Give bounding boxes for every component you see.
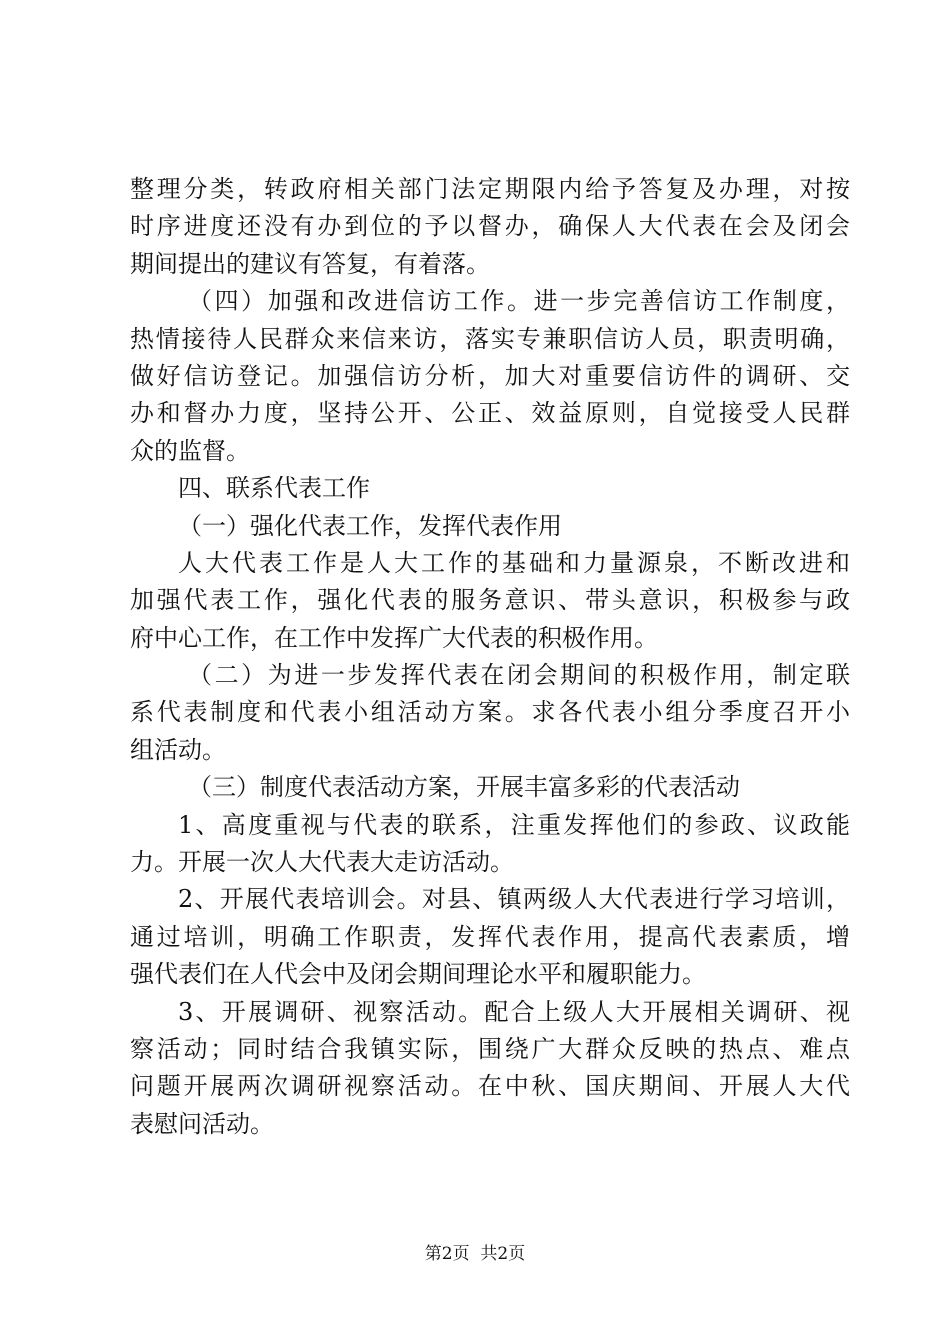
page-total: 共2页 (480, 1244, 526, 1264)
text-line: （四）加强和改进信访工作。进一步完善信访工作制度， (188, 287, 850, 316)
text-line: 组活动。 (130, 735, 226, 764)
text-line: 系代表制度和代表小组活动方案。求各代表小组分季度召开小 (130, 698, 850, 727)
section-heading: 四、联系代表工作 (178, 474, 370, 503)
text-line: 通过培训，明确工作职责，发挥代表作用，提高代表素质，增 (130, 922, 850, 951)
text-line: 加强代表工作，强化代表的服务意识、带头意识，积极参与政 (130, 586, 850, 615)
text-line: 察活动；同时结合我镇实际，围绕广大群众反映的热点、难点 (130, 1034, 850, 1063)
text-line: 办和督办力度，坚持公开、公正、效益原则，自觉接受人民群 (130, 399, 850, 428)
subsection-heading: （三）制度代表活动方案，开展丰富多彩的代表活动 (188, 773, 740, 802)
text-line: 众的监督。 (130, 436, 250, 465)
text-line: 力。开展一次人大代表大走访活动。 (130, 848, 514, 877)
text-line: 府中心工作，在工作中发挥广大代表的积极作用。 (130, 623, 658, 652)
text-line: 人大代表工作是人大工作的基础和力量源泉，不断改进和 (178, 548, 850, 577)
text-line: 时序进度还没有办到位的予以督办，确保人大代表在会及闭会 (130, 212, 850, 241)
text-line: 表慰问活动。 (130, 1109, 274, 1138)
text-line: 1、高度重视与代表的联系，注重发挥他们的参政、议政能 (178, 810, 850, 839)
text-line: 3、开展调研、视察活动。配合上级人大开展相关调研、视 (178, 997, 850, 1026)
text-line: 问题开展两次调研视察活动。在中秋、国庆期间、开展人大代 (130, 1072, 850, 1101)
text-line: 整理分类，转政府相关部门法定期限内给予答复及办理，对按 (130, 175, 850, 203)
document-body (130, 171, 850, 1143)
text-line: 热情接待人民群众来信来访，落实专兼职信访人员，职责明确， (130, 324, 850, 353)
page-footer (0, 1242, 950, 1266)
text-line: （二）为进一步发挥代表在闭会期间的积极作用，制定联 (188, 661, 850, 690)
page-number: 第2页 (424, 1244, 470, 1264)
text-line: 期间提出的建议有答复，有着落。 (130, 249, 490, 278)
text-line: 强代表们在人代会中及闭会期间理论水平和履职能力。 (130, 960, 706, 989)
text-line: 2、开展代表培训会。对县、镇两级人大代表进行学习培训， (178, 885, 850, 914)
text-line: 做好信访登记。加强信访分析，加大对重要信访件的调研、交 (130, 361, 850, 390)
subsection-heading: （一）强化代表工作，发挥代表作用 (178, 511, 562, 540)
